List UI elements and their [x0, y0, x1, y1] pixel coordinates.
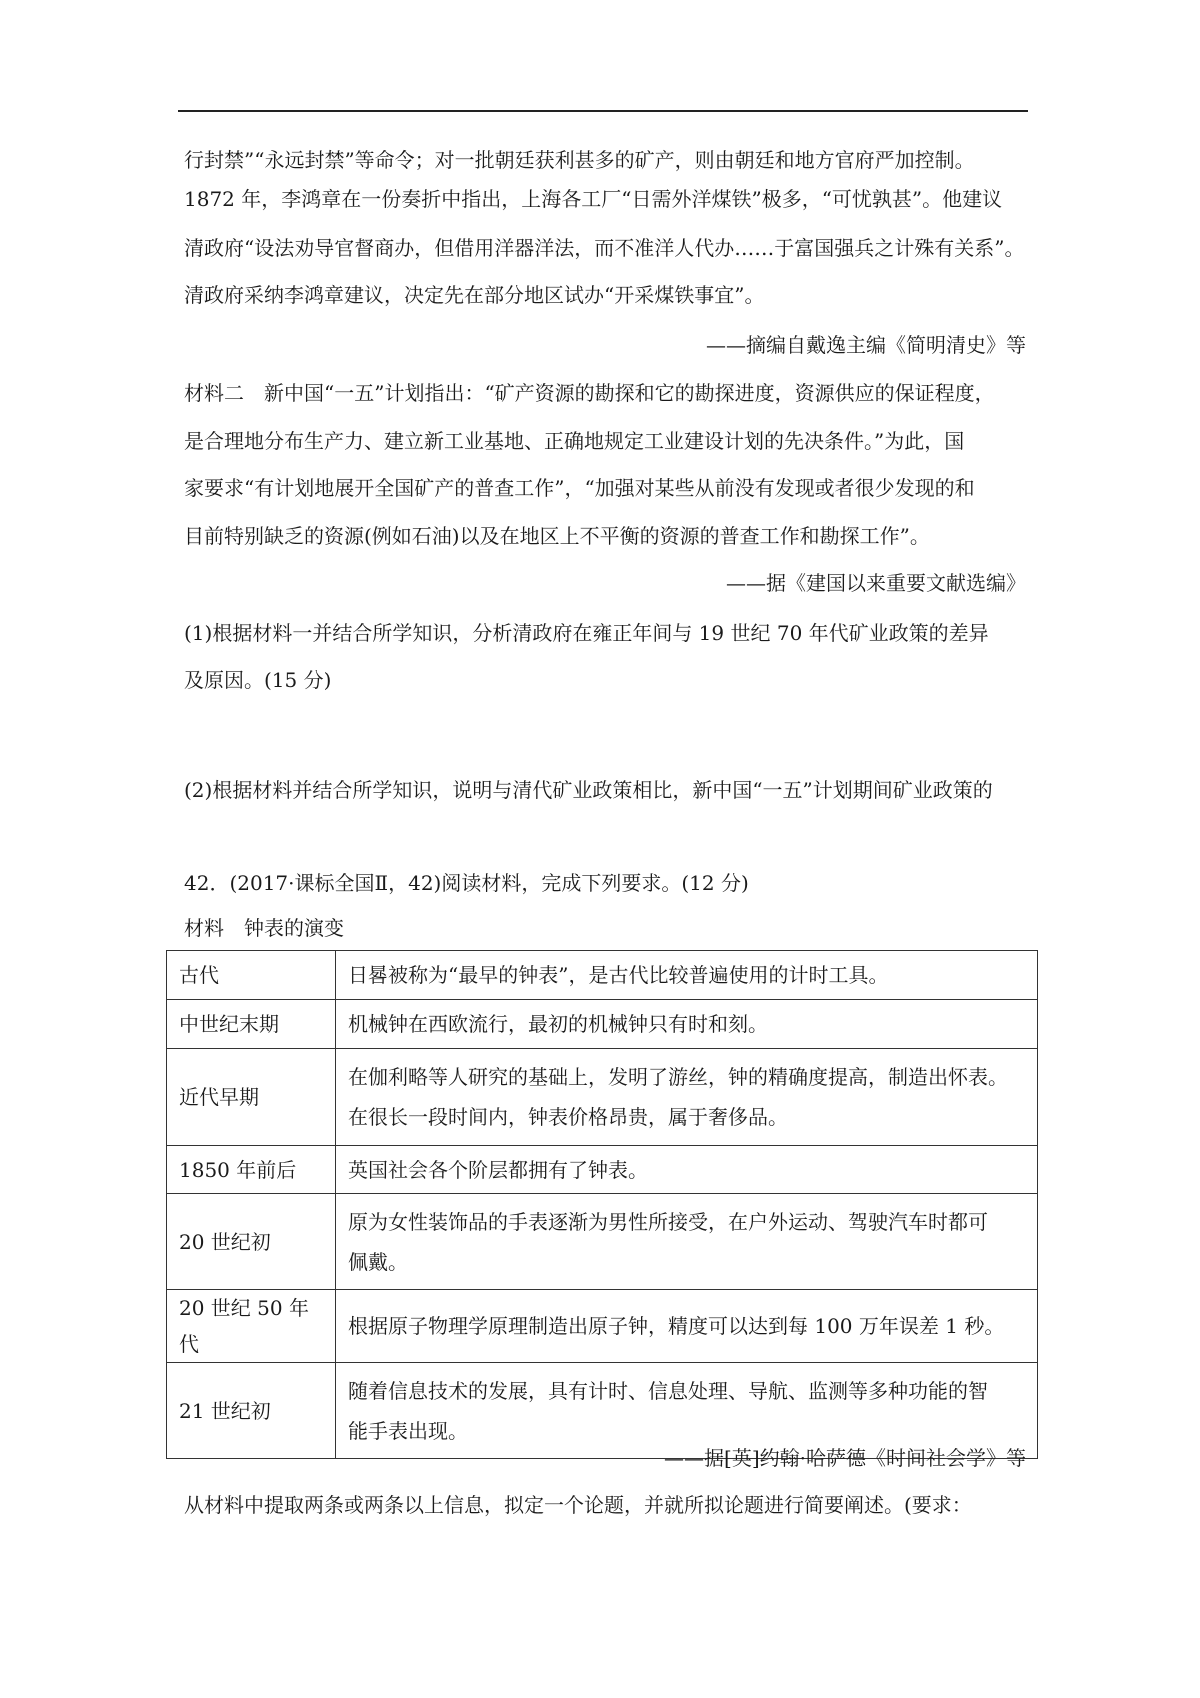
- description-cell: [336, 1000, 1038, 1049]
- description-line: 随着信息技术的发展，具有计时、信息处理、导航、监测等多种功能的智: [348, 1378, 988, 1403]
- material1-line-3: 清政府“设法劝导官督商办，但借用洋器洋法，而不准洋人代办……于富国强兵之计殊有关系”。: [184, 236, 1025, 260]
- header-rule: [178, 110, 1028, 112]
- table-row: [167, 1194, 1038, 1290]
- question42-task: 从材料中提取两条或两条以上信息，拟定一个论题，并就所拟论题进行简要阐述。(要求：: [184, 1493, 972, 1517]
- description-line: 在伽利略等人研究的基础上，发明了游丝，钟的精确度提高，制造出怀表。: [348, 1065, 1008, 1089]
- question42-source: ——据[英]约翰·哈萨德《时间社会学》等: [664, 1446, 1026, 1470]
- clock-evolution-table: [166, 950, 1038, 1459]
- question42-material-title: 材料 钟表的演变: [184, 916, 344, 940]
- question42-header: 42．(2017·课标全国Ⅱ，42)阅读材料，完成下列要求。(12 分): [184, 871, 749, 895]
- description-line: 英国社会各个阶层都拥有了钟表。: [348, 1157, 648, 1182]
- table-row: [167, 1146, 1038, 1194]
- period-cell: 中世纪末期: [167, 1000, 336, 1049]
- description-line: 能手表出现。: [348, 1418, 468, 1443]
- description-cell: [336, 1049, 1038, 1146]
- description-line: 机械钟在西欧流行，最初的机械钟只有时和刻。: [348, 1012, 768, 1036]
- description-cell: [336, 1146, 1038, 1194]
- material2-line-3: 家要求“有计划地展开全国矿产的普查工作”，“加强对某些从前没有发现或者很少发现的和: [184, 476, 975, 500]
- table-row: [167, 1049, 1038, 1146]
- description-line: 佩戴。: [348, 1249, 408, 1274]
- description-line: 日晷被称为“最早的钟表”，是古代比较普遍使用的计时工具。: [348, 963, 889, 987]
- period-cell: 20 世纪 50 年代: [167, 1290, 336, 1363]
- material1-line-1: 行封禁”“永远封禁”等命令；对一批朝廷获利甚多的矿产，则由朝廷和地方官府严加控制。: [184, 148, 975, 172]
- material2-source: ——据《建国以来重要文献选编》: [726, 571, 1026, 595]
- table-row: [167, 951, 1038, 1000]
- material1-line-4: 清政府采纳李鸿章建议，决定先在部分地区试办“开采煤铁事宜”。: [184, 283, 765, 307]
- material2-line-2: 是合理地分布生产力、建立新工业基地、正确地规定工业建设计划的先决条件。”为此，国: [184, 429, 965, 453]
- question1-line-2: 及原因。(15 分): [184, 668, 332, 692]
- material1-source: ——摘编自戴逸主编《简明清史》等: [706, 333, 1026, 357]
- material1-line-2: 1872 年，李鸿章在一份奏折中指出，上海各工厂“日需外洋煤铁”极多，“可忧孰甚”。他建议: [184, 187, 1003, 211]
- material2-line-4: 目前特别缺乏的资源(例如石油)以及在地区上不平衡的资源的普查工作和勘探工作”。: [184, 524, 930, 548]
- period-cell: 20 世纪初: [167, 1194, 336, 1290]
- description-cell: [336, 951, 1038, 1000]
- description-cell: [336, 1194, 1038, 1290]
- period-cell: 21 世纪初: [167, 1363, 336, 1459]
- period-cell: 1850 年前后: [167, 1146, 336, 1194]
- material2-line-1: 材料二 新中国“一五”计划指出：“矿产资源的勘探和它的勘探进度，资源供应的保证程度，: [184, 381, 995, 405]
- description-line: 在很长一段时间内，钟表价格昂贵，属于奢侈品。: [348, 1105, 788, 1129]
- question1-line-1: (1)根据材料一并结合所学知识，分析清政府在雍正年间与 19 世纪 70 年代矿业政策的差异: [184, 621, 989, 645]
- description-line: 原为女性装饰品的手表逐渐为男性所接受，在户外运动、驾驶汽车时都可: [348, 1209, 988, 1234]
- period-cell: 古代: [167, 951, 336, 1000]
- question2-line: (2)根据材料并结合所学知识，说明与清代矿业政策相比，新中国“一五”计划期间矿业政策的: [184, 778, 993, 802]
- table-row: [167, 1290, 1038, 1363]
- table-row: [167, 1000, 1038, 1049]
- description-line: 根据原子物理学原理制造出原子钟，精度可以达到每 100 万年误差 1 秒。: [348, 1314, 1005, 1338]
- period-cell: 近代早期: [167, 1049, 336, 1146]
- description-cell: [336, 1290, 1038, 1363]
